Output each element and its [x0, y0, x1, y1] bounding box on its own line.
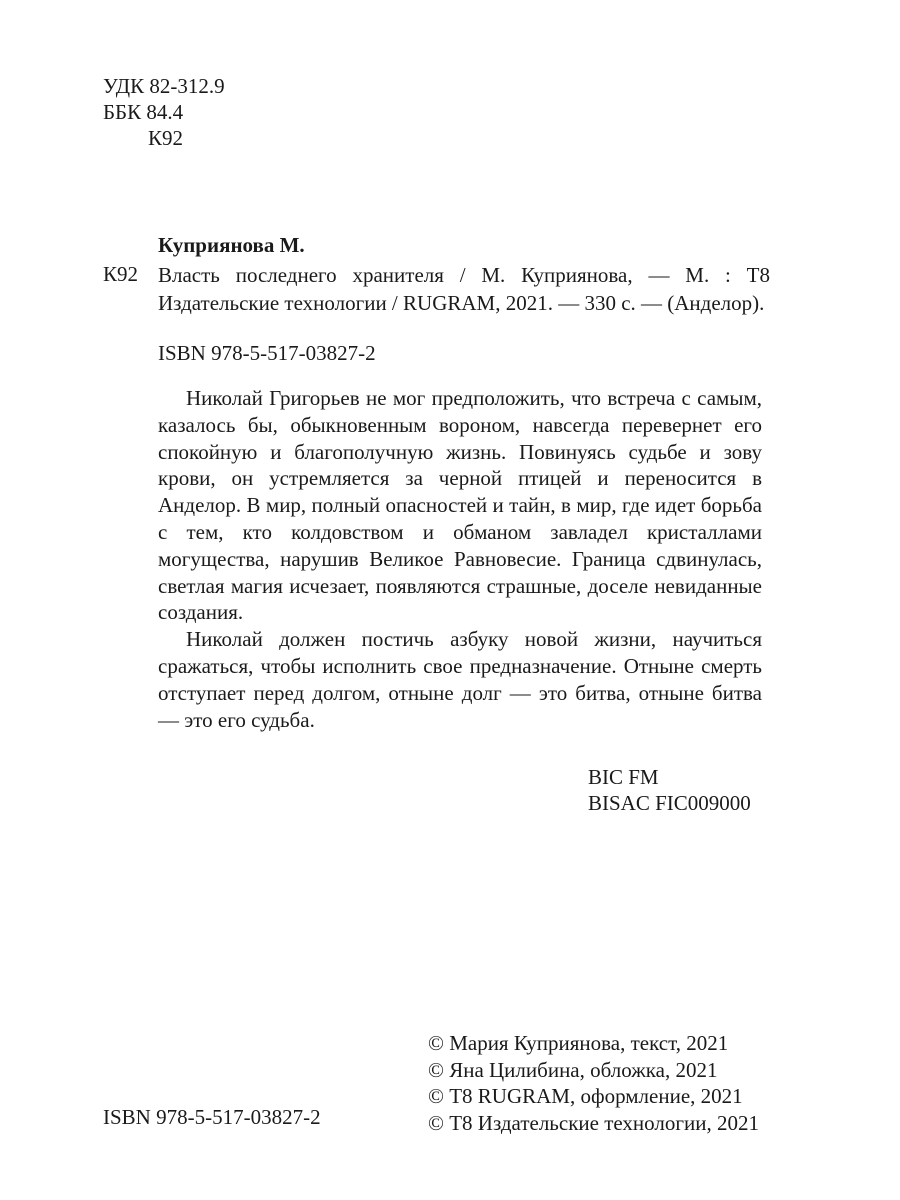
abstract-paragraph-2: Николай должен постичь азбуку новой жизни, научиться сражаться, чтобы исполнить свое предназначение. Отныне смерть отступает перед долгом, отныне долг — это битва, отныне битва — это его судьба. [158, 627, 762, 732]
copyright-line-design: © Т8 RUGRAM, оформление, 2021 [428, 1084, 743, 1108]
bic-code: BIC FM [588, 765, 659, 789]
author-mark-top: К92 [148, 126, 184, 150]
author-mark-card: К92 [103, 262, 139, 286]
bbk-code: ББК 84.4 [103, 100, 184, 124]
abstract [158, 385, 762, 733]
copyright-line-text: © Мария Куприянова, текст, 2021 [428, 1031, 729, 1055]
bisac-code: BISAC FIC009000 [588, 791, 751, 815]
copyright-list [428, 1030, 759, 1136]
isbn-card: ISBN 978-5-517-03827-2 [158, 341, 376, 365]
copyright-line-publisher: © Т8 Издательские технологии, 2021 [428, 1110, 759, 1135]
author-heading: Куприянова М. [158, 233, 305, 257]
udk-code: УДК 82-312.9 [103, 74, 225, 98]
copyright-line-cover: © Яна Цилибина, обложка, 2021 [428, 1057, 718, 1082]
isbn-footer: ISBN 978-5-517-03827-2 [103, 1105, 321, 1129]
bibliographic-description: Власть последнего хранителя / М. Куприянова, — М. : Т8 Издательские технологии / RUGRAM, 2021. — 330 с. — (Анделор). [158, 263, 770, 315]
abstract-paragraph-1: Николай Григорьев не мог предположить, что встреча с самым, казалось бы, обыкновенным вороном, навсегда перевернет его спокойную и благополучную жизнь. Повинуясь судьбе и зову крови, он устремляется за черной птицей и переносится в Анделор. В мир, полный опасностей и тайн, в мир, где идет борьба с тем, кто колдовством и обманом завладел кристаллами могущества, нарушив Великое Равновесие. Граница сдвинулась, светлая магия исчезает, появляются страшные, доселе невиданные создания. [158, 386, 762, 625]
